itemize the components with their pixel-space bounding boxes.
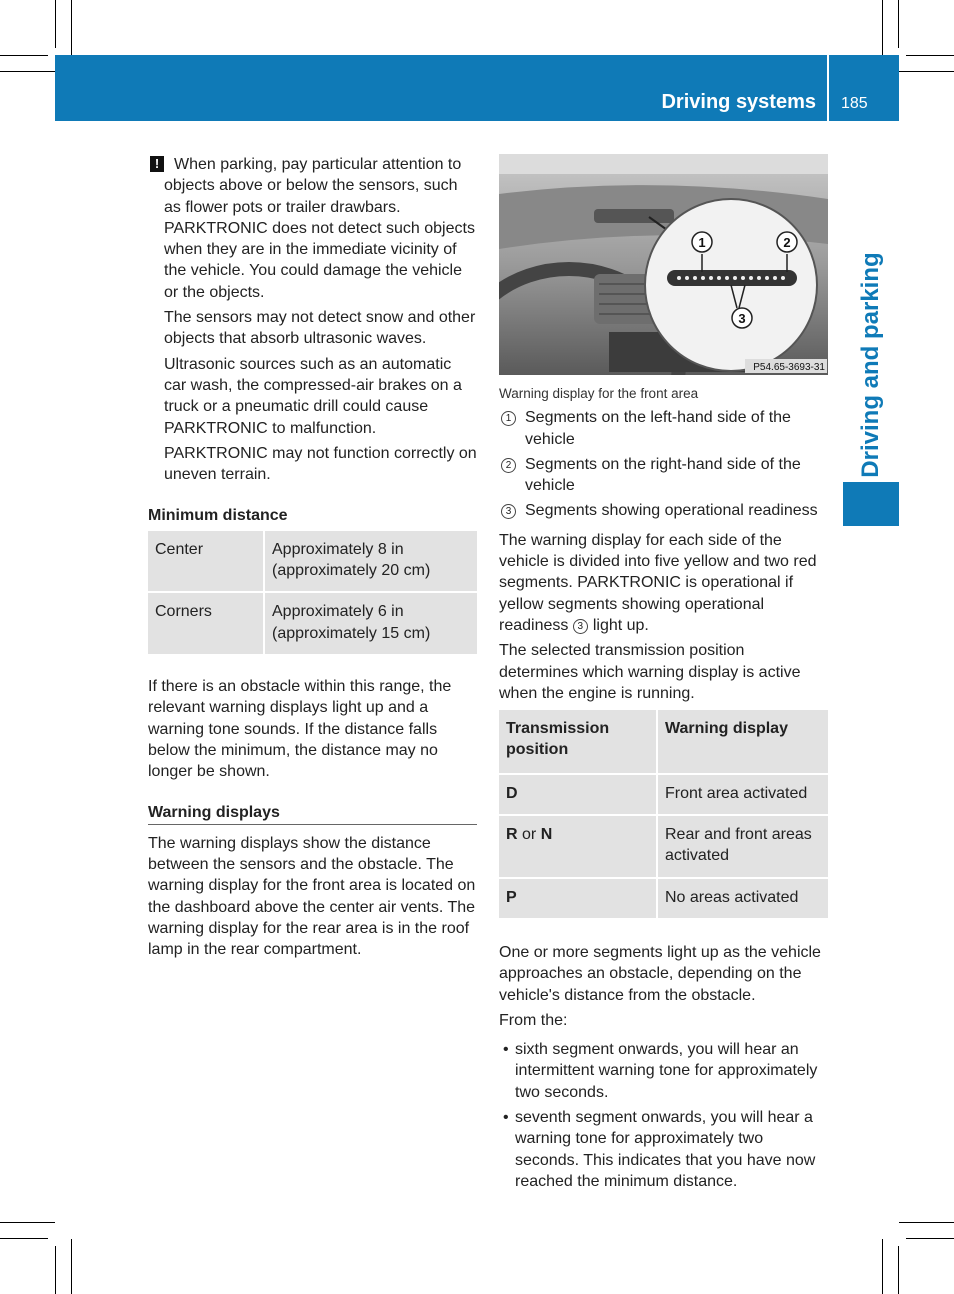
paragraph-text: light up. [592, 616, 649, 634]
header-bar [55, 55, 899, 121]
warning-icon: ! [150, 156, 164, 172]
table-cell [499, 815, 657, 878]
chapter-label: Driving and parking [857, 252, 884, 478]
dashboard-illustration [499, 154, 828, 375]
warning-paragraph: When parking, pay particular attention to objects above or below the sensors, such as flower pots or trailer drawbars. PARKTRONIC does not detect such objects when they are in the immediate vicinity of the vehicle. You could damage the vehicle or the objects. [164, 156, 475, 301]
crop-mark [882, 0, 883, 55]
table-header: Transmission position [499, 710, 657, 774]
crop-mark [898, 1246, 899, 1294]
figure-caption: Warning display for the front area [499, 386, 699, 401]
section-title: Driving systems [661, 91, 816, 113]
crop-mark [906, 1238, 954, 1239]
chapter-tab [843, 482, 899, 526]
callout-number: 2 [501, 458, 516, 473]
obstacle-paragraph: If there is an obstacle within this range, the relevant warning displays light up and a warning tone sounds. If the distance falls below the minimum, the distance may no longer be shown. [148, 677, 452, 781]
gear-letter: N [540, 826, 553, 844]
callout-number: 1 [501, 411, 516, 426]
warning-paragraph: Ultrasonic sources such as an automatic car wash, the compressed-air brakes on a truck or a pneumatic drill could cause PARKTRONIC to malfunction. [164, 355, 462, 437]
header-divider [827, 55, 829, 121]
or-text: or [522, 826, 537, 844]
min-distance-heading: Minimum distance [148, 507, 288, 525]
crop-mark [71, 1239, 72, 1294]
callout-number: 3 [573, 619, 588, 634]
legend-item [499, 454, 828, 497]
list-item: • sixth segment onwards, you will hear an intermittent warning tone for approximately two seconds. [499, 1039, 828, 1103]
table-row [148, 531, 477, 593]
legend-item [499, 407, 828, 450]
table-cell: Rear and front areas activated [657, 815, 828, 878]
transmission-paragraph: The selected transmission position determines which warning display is active when the engine is running. [499, 642, 801, 702]
warning-note [148, 154, 477, 485]
table-header: Warning display [657, 710, 828, 774]
callout-number: 3 [501, 504, 516, 519]
callout-2: 2 [783, 235, 791, 250]
table-cell: Approximately 8 in (approximately 20 cm) [264, 531, 477, 593]
min-distance-table [148, 531, 477, 656]
crop-mark [0, 55, 48, 56]
crop-mark [0, 1222, 55, 1223]
warning-displays-heading: Warning displays [148, 802, 477, 824]
transmission-table [499, 710, 828, 920]
table-row [499, 815, 828, 878]
approach-paragraph: One or more segments light up as the vehicle approaches an obstacle, depending on the vehicle's distance from the obstacle. [499, 943, 821, 1004]
crop-mark [898, 0, 899, 48]
table-cell: Corners [148, 592, 264, 655]
from-label: From the: [499, 1011, 568, 1029]
warning-paragraph: The sensors may not detect snow and other objects that absorb ultrasonic waves. [164, 309, 476, 348]
crop-mark [0, 1238, 48, 1239]
image-code: P54.65-3693-31 [753, 362, 825, 373]
table-row [499, 878, 828, 919]
page-number: 185 [841, 95, 868, 112]
table-cell: No areas activated [657, 878, 828, 919]
left-column [148, 154, 477, 965]
right-column [499, 383, 828, 1196]
legend-item [499, 500, 828, 521]
crop-mark [906, 55, 954, 56]
paragraph-text: The warning display for each side of the vehicle is divided into five yellow and two red segments. PARKTRONIC is operational if yellow segments showing operational readiness [499, 531, 817, 634]
crop-mark [55, 1246, 56, 1294]
table-cell: Approximately 6 in (approximately 15 cm) [264, 592, 477, 655]
list-item: • seventh segment onwards, you will hear a warning tone for approximately two seconds. This indicates that you have now reached the minimum distance. [499, 1107, 828, 1192]
callout-3: 3 [738, 311, 746, 326]
warning-paragraph: PARKTRONIC may not function correctly on uneven terrain. [164, 444, 477, 484]
crop-mark [882, 1239, 883, 1294]
crop-mark [0, 71, 55, 72]
table-cell [499, 878, 657, 919]
legend-text: Segments on the right-hand side of the vehicle [525, 455, 801, 495]
crop-mark [71, 0, 72, 55]
segments-paragraph [499, 530, 828, 636]
table-header-row [499, 710, 828, 774]
gear-letter: D [506, 784, 518, 802]
table-cell [499, 774, 657, 815]
crop-mark [899, 1222, 954, 1223]
legend-text: Segments on the left-hand side of the vehicle [525, 409, 791, 448]
legend-text: Segments showing operational readiness [525, 502, 818, 520]
callout-1: 1 [698, 235, 706, 250]
warning-displays-paragraph: The warning displays show the distance between the sensors and the obstacle. The warning display for the front area is located on the dashboard above the center air vents. The warning display for the rear area is in the roof lamp in the rear compartment. [148, 834, 476, 959]
crop-mark [899, 71, 954, 72]
dashboard-photo [499, 154, 828, 375]
gear-letter: P [506, 888, 517, 906]
crop-mark [55, 0, 56, 48]
table-row [148, 592, 477, 655]
table-cell: Center [148, 531, 264, 593]
table-cell: Front area activated [657, 774, 828, 815]
gear-letter: R [506, 826, 518, 844]
table-row [499, 774, 828, 815]
